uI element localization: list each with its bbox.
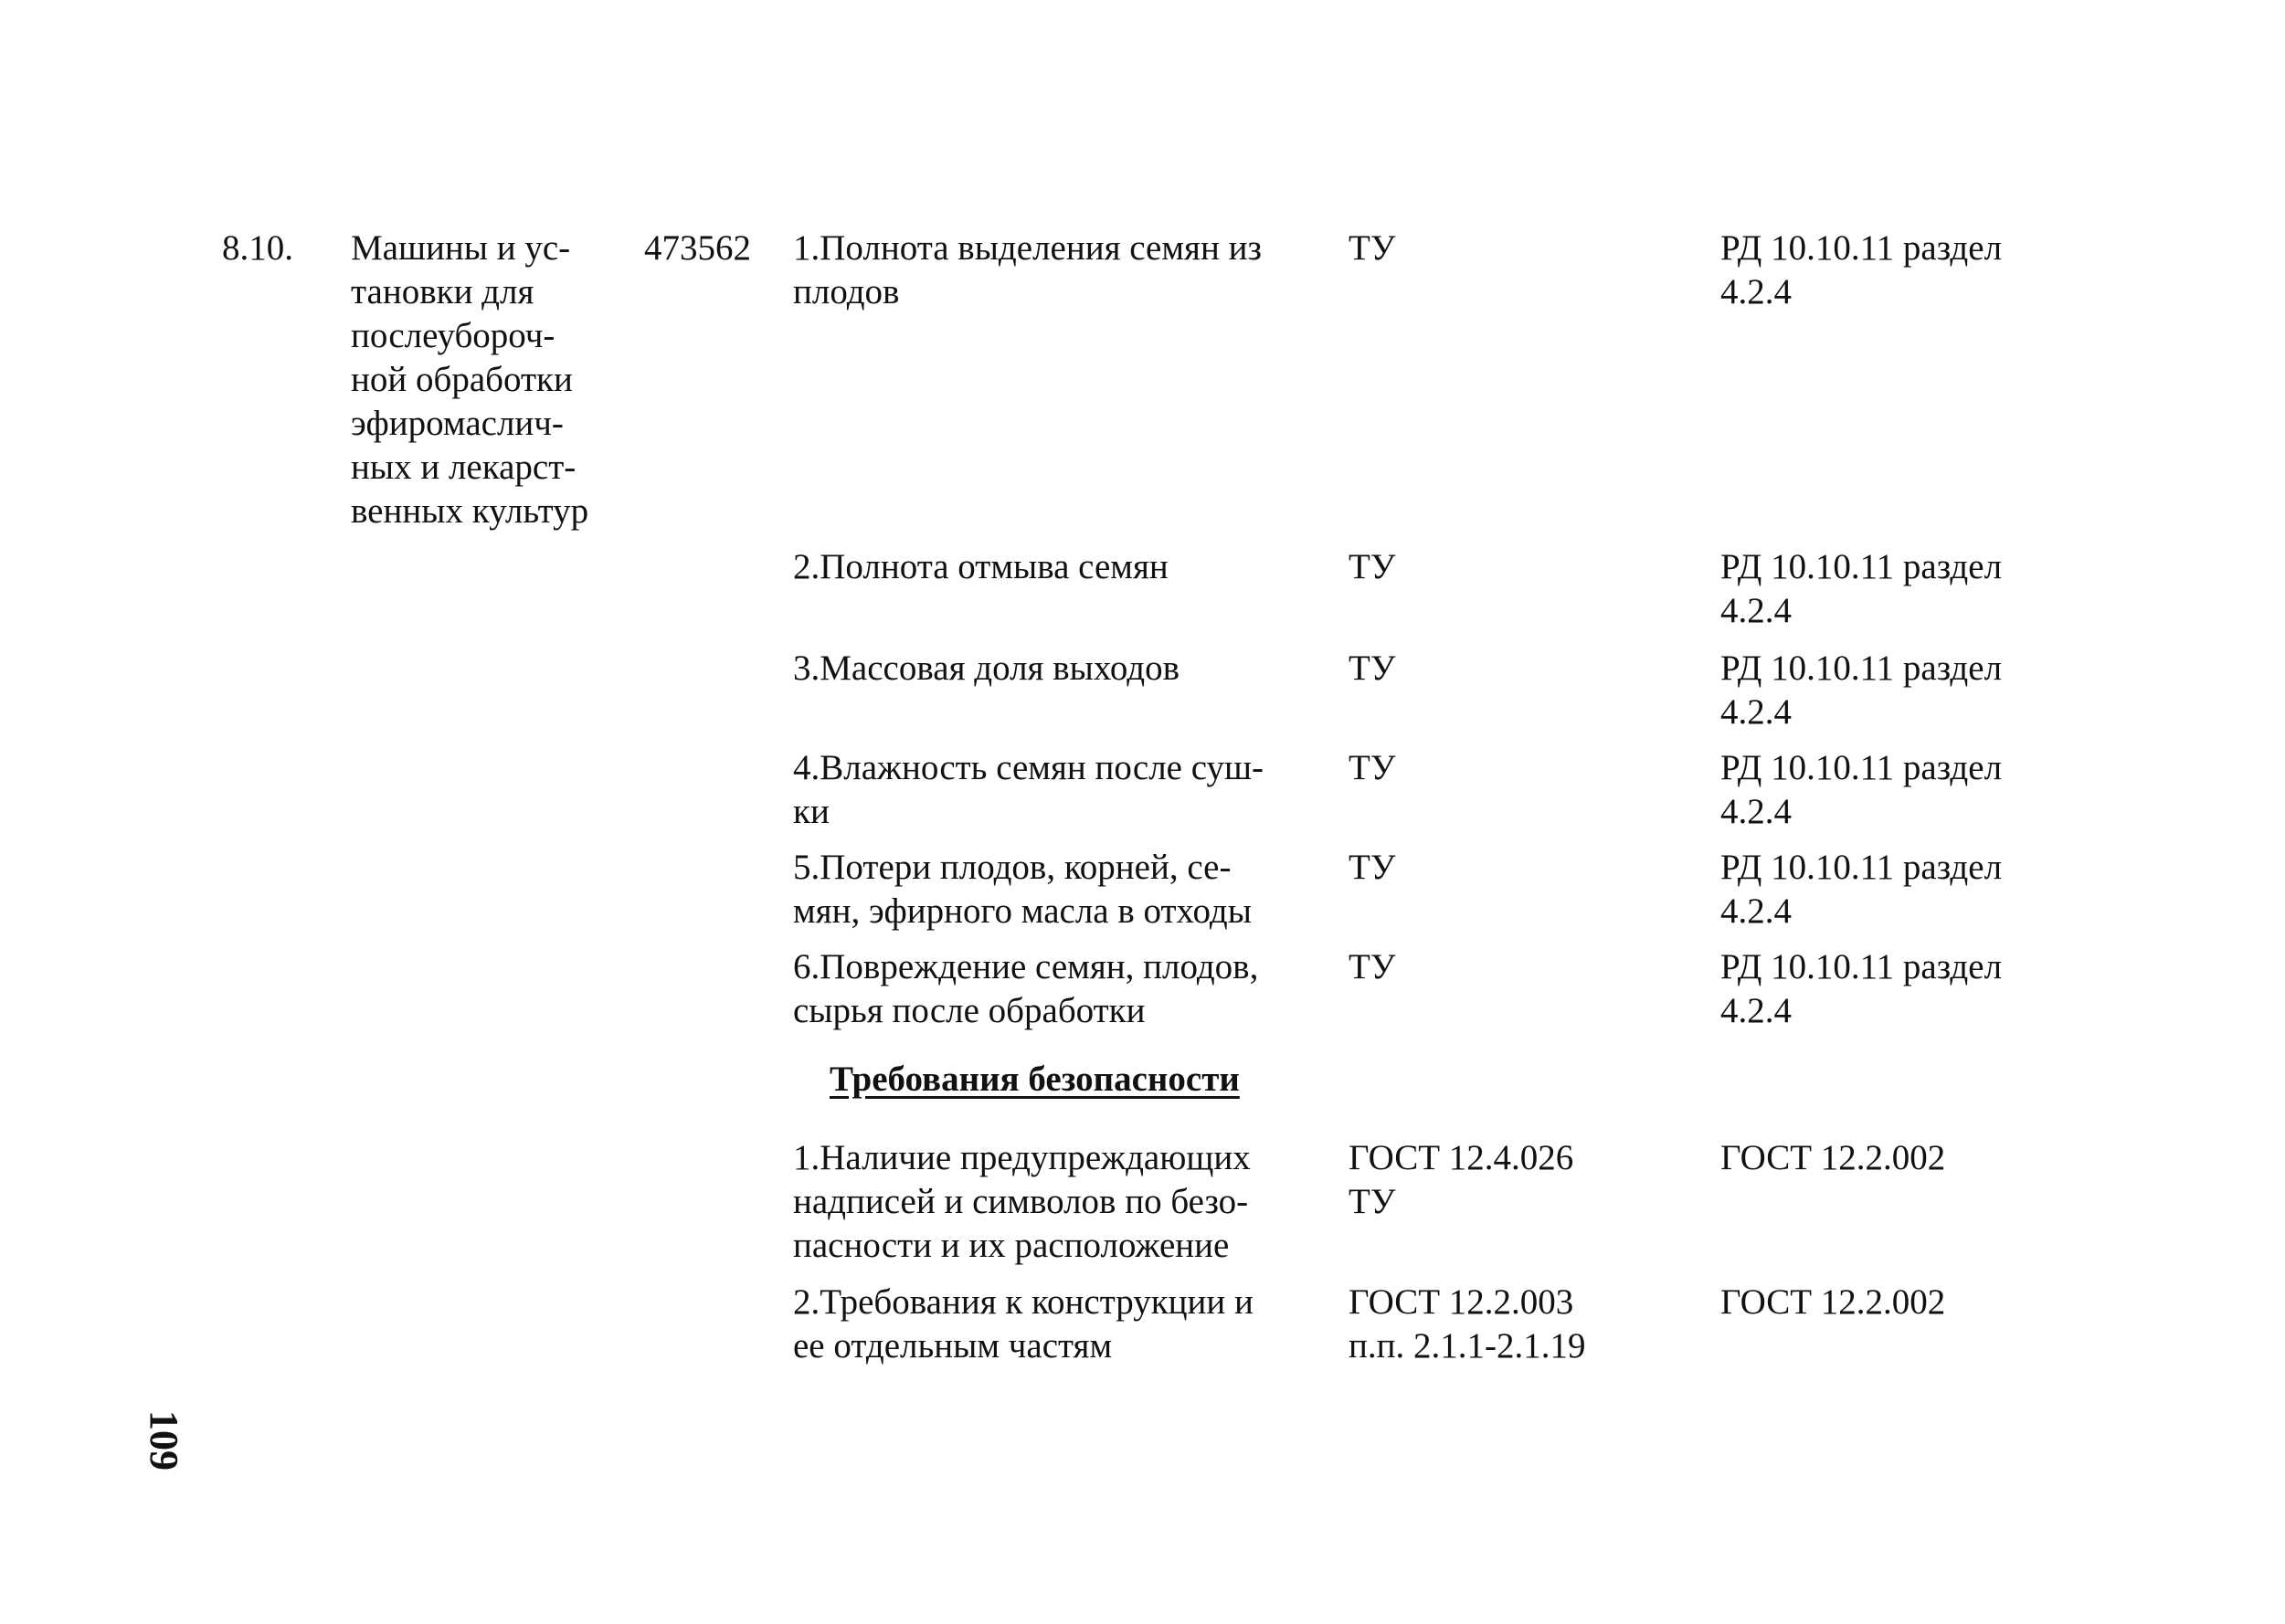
norm-cell: ТУ [1349, 228, 1396, 268]
section-number: 8.10. [222, 228, 293, 268]
method-cell: РД 10.10.11 раздел 4.2.4 [1720, 748, 2003, 831]
indicator-cell: 2.Требования к конструкции и ее отдельным частям [793, 1282, 1254, 1366]
norm-cell: ТУ [1349, 649, 1396, 688]
safety-heading: Требования безопасности [830, 1060, 1240, 1099]
method-cell: РД 10.10.11 раздел 4.2.4 [1720, 649, 2003, 732]
page-number: 109 [142, 1410, 186, 1471]
norm-cell: ТУ [1349, 547, 1396, 586]
norm-cell: ТУ [1349, 848, 1396, 887]
indicator-cell: 6.Повреждение семян, плодов, сырья после обработки [793, 947, 1259, 1030]
norm-cell: ТУ [1349, 748, 1396, 787]
indicator-cell: 4.Влажность семян после суш- ки [793, 748, 1264, 831]
method-cell: ГОСТ 12.2.002 [1720, 1282, 1946, 1322]
indicator-cell: 1.Полнота выделения семян из плодов [793, 228, 1262, 311]
method-cell: РД 10.10.11 раздел 4.2.4 [1720, 947, 2003, 1030]
indicator-cell: 1.Наличие предупреждающих надписей и символов по безо- пасности и их расположение [793, 1138, 1251, 1265]
indicator-cell: 5.Потери плодов, корней, се- мян, эфирного масла в отходы [793, 848, 1252, 931]
section-code: 473562 [644, 228, 751, 268]
indicator-cell: 2.Полнота отмыва семян [793, 547, 1169, 586]
indicator-cell: 3.Массовая доля выходов [793, 649, 1180, 688]
method-cell: РД 10.10.11 раздел 4.2.4 [1720, 547, 2003, 630]
method-cell: РД 10.10.11 раздел 4.2.4 [1720, 848, 2003, 931]
method-cell: РД 10.10.11 раздел 4.2.4 [1720, 228, 2003, 311]
norm-cell: ГОСТ 12.2.003 п.п. 2.1.1-2.1.19 [1349, 1282, 1586, 1366]
method-cell: ГОСТ 12.2.002 [1720, 1138, 1946, 1177]
norm-cell: ГОСТ 12.4.026 ТУ [1349, 1138, 1574, 1221]
norm-cell: ТУ [1349, 947, 1396, 986]
section-name: Машины и ус- тановки для послеубороч- ной обработки эфиромаслич- ных и лекарст- венных культур [351, 228, 589, 531]
